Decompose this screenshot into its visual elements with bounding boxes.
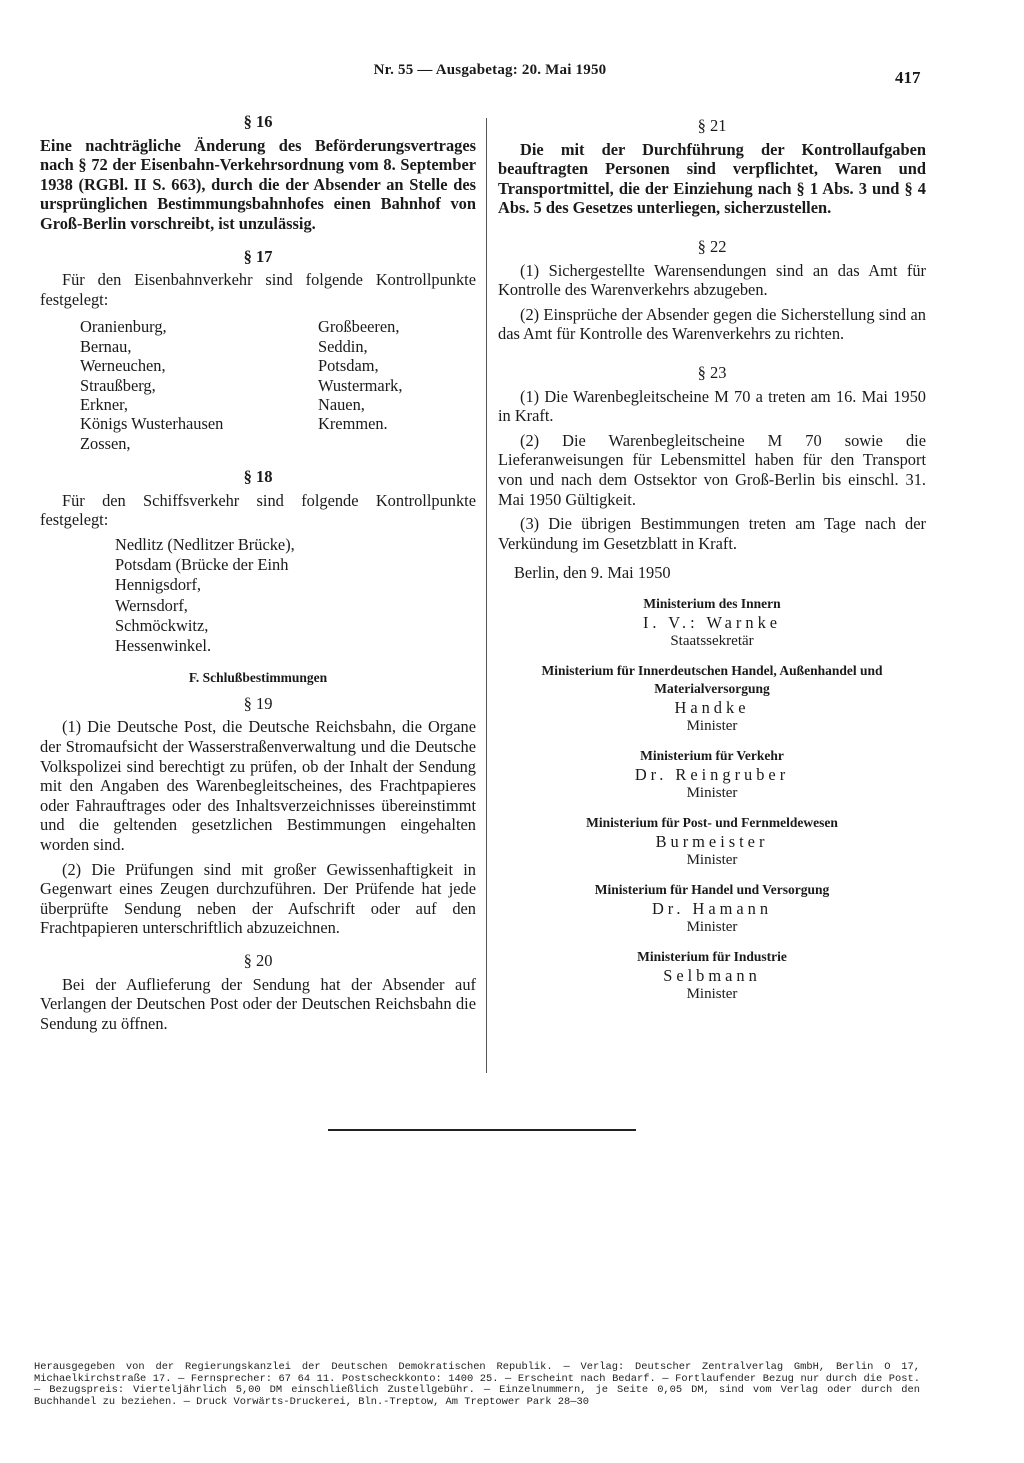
- signatory-role: Minister: [686, 985, 738, 1002]
- section-23-para-2: (2) Die Warenbegleitscheine M 70 sowie die Lieferanweisungen für Lebensmittel haben für den Transport von und nach dem Ostsektor von Groß-Berlin bis einschl. 31. Mai 1950 Gültigkeit.: [498, 430, 926, 509]
- rail-checkpoints: [80, 317, 476, 453]
- checkpoint: Kremmen.: [318, 414, 388, 434]
- end-rule: [328, 1129, 636, 1131]
- checkpoint: Potsdam (Brücke der Einh: [115, 555, 289, 575]
- section-19-para-2: (2) Die Prüfungen sind mit großer Gewissenhaftigkeit in Gegenwart eines Zeugen durchzuführen. Der Prüfende hat jede überprüfte Sendung neben der Aufschrift oder auf den Frachtpapieren unterschriftlich abzuzeichnen.: [40, 859, 476, 938]
- left-column: [40, 112, 476, 1038]
- checkpoint: Seddin,: [318, 336, 368, 356]
- section-19-para-1: (1) Die Deutsche Post, die Deutsche Reichsbahn, die Organe der Stromaufsicht der Wasserstraßenverwaltung und die Deutsche Volkspolizei sind berechtigt zu prüfen, ob der Inhalt der Sendung mit den Angaben des Warenbegleitscheines, des Frachtpapieres oder Fahrauftrages oder des Inhaltsverzeichnisses übereinstimmt und die geltenden gesetzlichen Bestimmungen eingehalten worden sind.: [40, 717, 476, 854]
- section-19-heading: § 19: [243, 693, 273, 713]
- section-20-heading: § 20: [243, 950, 273, 970]
- signature-block: [498, 595, 926, 650]
- signature-block: [498, 814, 926, 869]
- checkpoint: Oranienburg,: [80, 317, 167, 337]
- section-16-heading: § 16: [243, 112, 273, 131]
- checkpoint: Straußberg,: [80, 375, 156, 395]
- signatory-name: Burmeister: [655, 831, 769, 851]
- signature-block: [498, 662, 926, 735]
- ministry-name: Ministerium für Verkehr: [640, 747, 784, 763]
- signatory-role: Minister: [686, 717, 738, 734]
- section-23-para-1: (1) Die Warenbegleitscheine M 70 a treten am 16. Mai 1950 in Kraft.: [498, 386, 926, 426]
- checkpoint: Nauen,: [318, 394, 365, 414]
- page-number: 417: [895, 68, 921, 87]
- ship-checkpoints: [115, 535, 476, 656]
- publisher-imprint: Herausgegeben von der Regierungskanzlei der Deutschen Demokratischen Republik. — Verlag: Deutscher Zentralverlag GmbH, Berlin O 17, Michaelkirchstraße 17. — Fernsprecher: 67 64 11. Postscheckkonto: 1400 25. — Erscheint nach Bedarf. — Fortlaufender Bezug nur durch die Post. — Bezugspreis: Vierteljährlich 5,00 DM einschließlich Zustellgebühr. — Einzelnummern, je Seite 0,05 DM, sind vom Verlag oder durch den Buchhandel zu beziehen. — Druck Vorwärts-Druckerei, Bln.-Treptow, Am Treptower Park 28—30: [34, 1361, 920, 1408]
- checkpoint: Großbeeren,: [318, 317, 400, 337]
- signature-block: [498, 881, 926, 936]
- signatory-role: Minister: [686, 918, 738, 935]
- checkpoint: Erkner,: [80, 394, 129, 414]
- section-17-heading: § 17: [243, 246, 273, 266]
- checkpoint: Wernsdorf,: [115, 595, 188, 615]
- section-22-para-2: (2) Einsprüche der Absender gegen die Sicherstellung sind an das Amt für Kontrolle des Warenverkehrs zu richten.: [498, 304, 926, 344]
- signatory-name: Handke: [674, 697, 750, 717]
- section-22-para-1: (1) Sichergestellte Warensendungen sind an das Amt für Kontrolle des Warenverkehrs abzugeben.: [498, 260, 926, 300]
- checkpoint: Zossen,: [80, 433, 131, 453]
- signatory-role: Minister: [686, 784, 738, 801]
- signatory-name: Dr. Reingruber: [634, 764, 790, 784]
- section-22-heading: § 22: [697, 236, 727, 256]
- section-17-text: Für den Eisenbahnverkehr sind folgende Kontrollpunkte festgelegt:: [40, 270, 476, 309]
- section-16-text: Eine nachträgliche Änderung des Beförderungsvertrages nach § 72 der Eisenbahn-Verkehrsordnung vom 8. September 1938 (RGBl. II S. 663), durch die der Absender an Stelle des ursprünglichen Bestimmungsbahnhofes einen Bahnhof von Groß-Berlin vorschreibt, ist unzulässig.: [40, 135, 476, 233]
- ministry-name: Ministerium des Innern: [643, 595, 781, 611]
- section-18-heading: § 18: [243, 467, 273, 487]
- checkpoint: Hennigsdorf,: [115, 575, 202, 595]
- checkpoint: Wustermark,: [318, 375, 403, 395]
- checkpoint: Werneuchen,: [80, 356, 166, 376]
- section-21-text: Die mit der Durchführung der Kontrollaufgaben beauftragten Personen sind verpflichtet, Waren und Transportmittel, die der Einziehung nach § 1 Abs. 3 und § 4 Abs. 5 des Gesetzes unterliegen, sicherzustellen.: [498, 139, 926, 218]
- checkpoint: Potsdam,: [318, 356, 379, 376]
- checkpoint: Schmöckwitz,: [115, 615, 209, 635]
- checkpoint: Königs Wusterhausen: [80, 414, 224, 434]
- section-f-title: F. Schlußbestimmungen: [188, 670, 328, 686]
- ministry-name: Ministerium für Handel und Versorgung: [594, 881, 830, 897]
- ministry-name: Ministerium für Innerdeutschen Handel, Außenhandel und Materialversorgung: [541, 662, 883, 696]
- section-21-heading: § 21: [697, 116, 727, 135]
- signatory-name: I. V.: Warnke: [642, 612, 782, 632]
- signature-block: [498, 948, 926, 1003]
- section-23-heading: § 23: [697, 362, 727, 382]
- checkpoint: Hessenwinkel.: [115, 635, 212, 655]
- signatory-role: Staatssekretär: [670, 632, 754, 649]
- right-column: [498, 116, 926, 1015]
- signatory-name: Dr. Hamann: [651, 898, 773, 918]
- checkpoint: Bernau,: [80, 336, 132, 356]
- section-23-para-3: (3) Die übrigen Bestimmungen treten am Tage nach der Verkündung im Gesetzblatt in Kraft.: [498, 514, 926, 553]
- place-and-date: Berlin, den 9. Mai 1950: [514, 563, 671, 583]
- issue-title: Nr. 55 — Ausgabetag: 20. Mai 1950: [373, 62, 607, 78]
- checkpoint: Nedlitz (Nedlitzer Brücke),: [115, 534, 295, 554]
- ministry-name: Ministerium für Post- und Fernmeldewesen: [586, 814, 838, 830]
- column-divider: [486, 118, 487, 1073]
- page-header: [0, 62, 1024, 86]
- signatory-name: Selbmann: [663, 965, 761, 985]
- signatory-role: Minister: [686, 851, 738, 868]
- signature-block: [498, 747, 926, 802]
- section-20-text: Bei der Auflieferung der Sendung hat der Absender auf Verlangen der Deutschen Post oder der Deutschen Reichsbahn die Sendung zu öffnen.: [40, 974, 476, 1033]
- section-18-text: Für den Schiffsverkehr sind folgende Kontrollpunkte festgelegt:: [40, 490, 476, 530]
- ministry-name: Ministerium für Industrie: [637, 948, 787, 964]
